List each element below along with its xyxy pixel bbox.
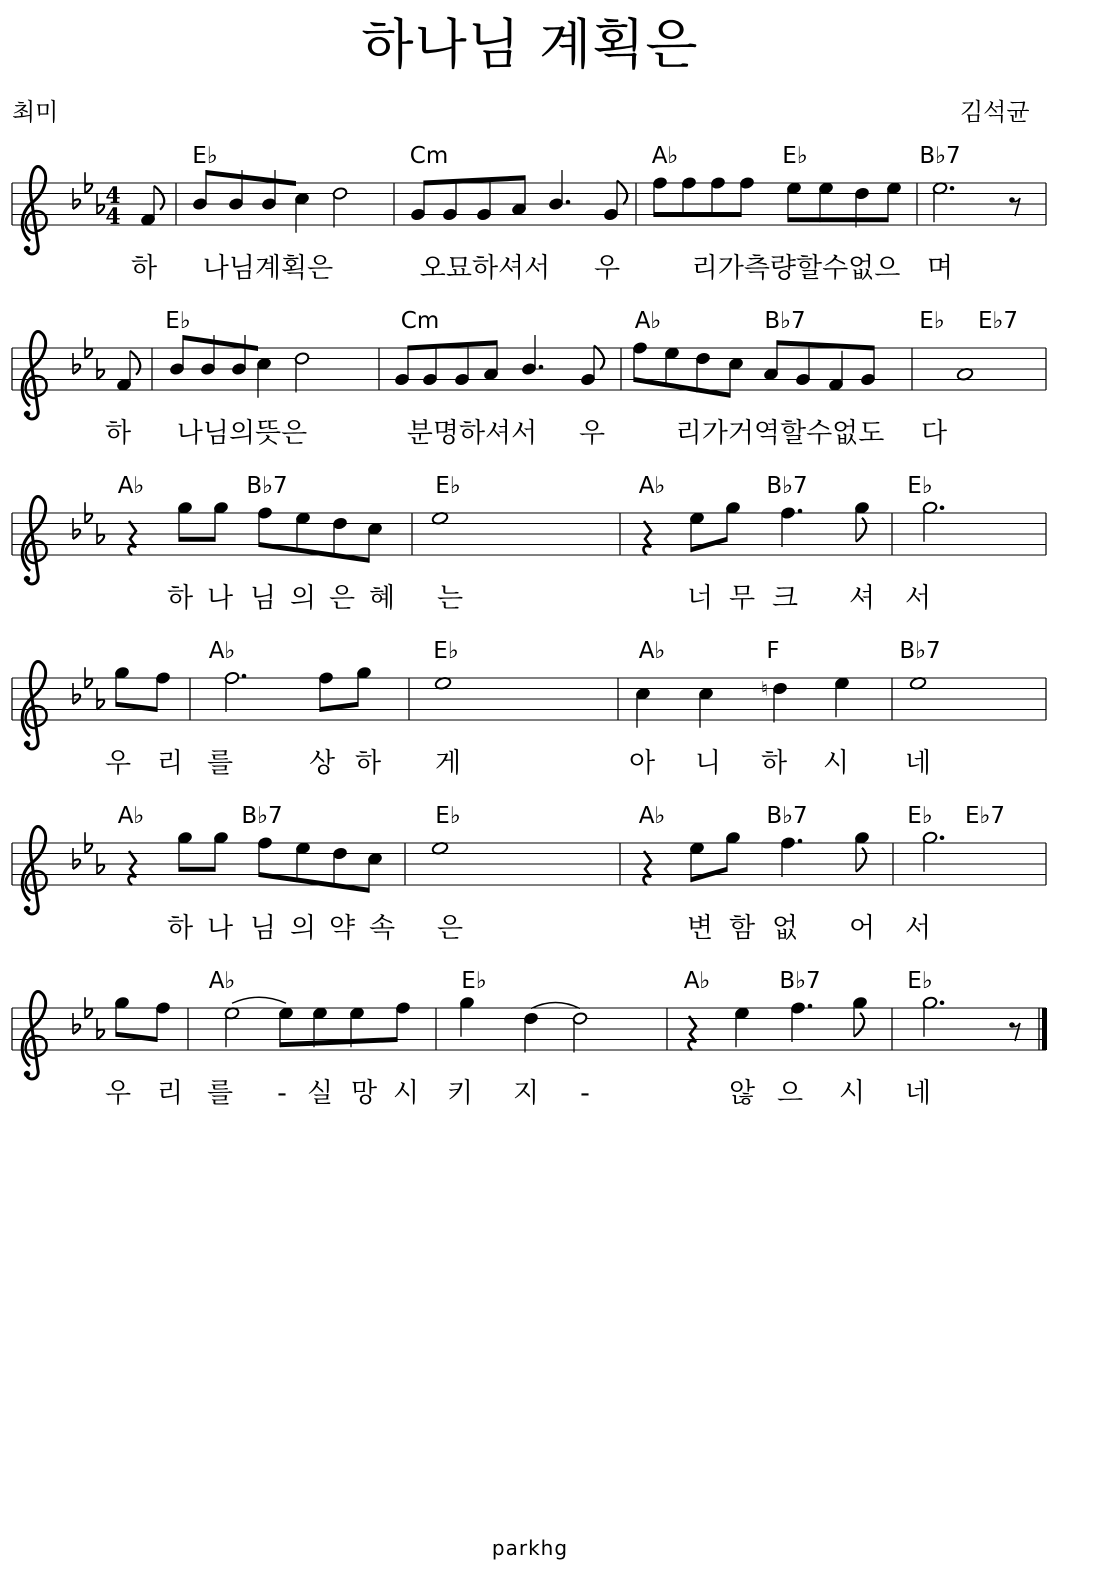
lyric-syllable: 상 <box>308 748 336 779</box>
note <box>256 357 271 398</box>
beam <box>179 537 215 542</box>
flat-sign <box>73 683 80 704</box>
note <box>295 512 310 553</box>
note <box>572 1012 587 1053</box>
note <box>725 501 740 542</box>
eighth-rest <box>1012 198 1020 216</box>
lyric-syllable: 하 <box>354 748 382 779</box>
chord-symbol: E♭ <box>907 473 933 499</box>
chord-symbol: B♭7 <box>899 638 941 664</box>
lyric-syllable: 게 <box>434 748 462 779</box>
beam <box>634 377 730 398</box>
quarter-rest <box>129 851 136 885</box>
note <box>257 506 272 547</box>
eighth-flag <box>856 518 866 542</box>
lyric-syllable: 오묘하셔서 <box>419 253 551 284</box>
note <box>394 346 409 387</box>
note <box>580 346 595 387</box>
note <box>922 501 944 542</box>
note <box>728 357 743 398</box>
note <box>780 506 802 547</box>
lyric-syllable: 으 <box>776 1078 804 1109</box>
note <box>395 1001 410 1042</box>
lyric-syllable: 분명하셔서 <box>406 418 538 449</box>
note <box>603 181 618 222</box>
note <box>548 170 570 211</box>
lyric-syllable: 함 <box>728 913 756 944</box>
note <box>511 175 526 216</box>
lyric-syllable: 님 <box>249 913 277 944</box>
chord-symbol: A♭ <box>208 968 236 994</box>
natural-sign: ♮ <box>761 676 769 701</box>
note <box>476 181 491 222</box>
chord-symbol: E♭ <box>782 143 808 169</box>
chord-symbol: B♭7 <box>246 473 288 499</box>
staff-system <box>12 308 1046 449</box>
beam <box>777 340 874 350</box>
lyric-syllable: 우 <box>593 253 621 284</box>
lyric-syllable: 하 <box>760 748 788 779</box>
note <box>786 182 801 223</box>
treble-clef <box>22 826 46 913</box>
note <box>483 340 498 381</box>
quarter-rest <box>644 851 651 885</box>
chord-symbol: E♭ <box>435 473 461 499</box>
chord-symbol: B♭7 <box>764 308 806 334</box>
chord-symbol: E♭ <box>435 803 461 829</box>
note <box>523 1012 538 1053</box>
note <box>257 836 272 877</box>
augmentation-dot <box>798 509 803 514</box>
augmentation-dot <box>940 835 945 840</box>
chord-symbol: A♭ <box>638 638 666 664</box>
augmentation-dot <box>950 186 955 191</box>
note <box>734 1007 749 1048</box>
lyric-syllable: 은 <box>328 583 356 614</box>
beam <box>116 1032 157 1042</box>
augmentation-dot <box>566 200 571 205</box>
beam <box>259 542 369 563</box>
note <box>332 847 347 888</box>
lyric-syllable: 리 <box>156 1078 184 1109</box>
note <box>442 181 457 222</box>
chord-symbol: E♭ <box>165 308 191 334</box>
beam <box>116 702 157 712</box>
eighth-flag <box>130 351 140 375</box>
flat-sign <box>73 518 80 539</box>
chord-symbol: B♭7 <box>919 143 961 169</box>
chord-symbol: F <box>766 638 780 664</box>
lyric-syllable: 리가측량할수없으 <box>691 253 901 284</box>
footer-credit: parkhg <box>491 1536 569 1560</box>
quarter-rest <box>129 521 136 555</box>
lyric-syllable: 님 <box>249 583 277 614</box>
beam <box>280 1037 397 1047</box>
note <box>681 176 696 217</box>
beam <box>408 340 497 350</box>
note <box>356 666 371 707</box>
chord-symbol: B♭7 <box>766 473 808 499</box>
note <box>635 687 650 728</box>
note <box>114 996 129 1037</box>
lyric-syllable: 는 <box>436 583 464 614</box>
lyric-syllable: 변 <box>686 913 714 944</box>
staff-system <box>12 143 1046 284</box>
note <box>224 1007 239 1048</box>
chord-symbol: B♭7 <box>779 968 821 994</box>
lyric-syllable: 리 <box>156 748 184 779</box>
augmentation-dot <box>798 839 803 844</box>
chord-symbol: E♭ <box>907 803 933 829</box>
lyric-syllable: 우 <box>104 1078 132 1109</box>
chord-symbol: Cm <box>409 143 449 169</box>
note <box>922 996 944 1037</box>
augmentation-dot <box>940 1000 945 1005</box>
lyric-syllable: 며 <box>926 253 954 284</box>
note <box>177 501 192 542</box>
note <box>652 176 667 217</box>
quarter-rest <box>644 521 651 555</box>
chord-symbol: E♭ <box>461 968 487 994</box>
note <box>710 176 725 217</box>
note <box>295 842 310 883</box>
note <box>332 187 347 228</box>
note <box>886 182 901 223</box>
note <box>780 836 802 877</box>
note <box>698 687 713 728</box>
flat-sign <box>73 848 80 869</box>
note <box>454 346 469 387</box>
treble-clef <box>22 166 46 253</box>
beam <box>179 867 215 872</box>
augmentation-dot <box>808 1004 813 1009</box>
lyric-syllable: 나 <box>206 913 234 944</box>
note <box>664 347 679 388</box>
note <box>367 522 382 563</box>
lyric-syllable: 실 <box>306 1078 334 1109</box>
note <box>632 341 647 382</box>
lyric-syllable: 지 <box>512 1078 540 1109</box>
lyric-syllable: 를 <box>206 1078 234 1109</box>
note <box>224 671 246 712</box>
lyric-syllable: 우 <box>104 748 132 779</box>
chord-symbol: E♭7 <box>964 803 1006 829</box>
augmentation-dot <box>242 674 247 679</box>
eighth-flag <box>856 848 866 872</box>
lyric-syllable: 네 <box>904 1078 932 1109</box>
note <box>140 186 155 227</box>
note <box>763 340 778 381</box>
note <box>155 671 170 712</box>
note <box>828 351 843 392</box>
note <box>410 181 425 222</box>
treble-clef <box>22 991 46 1078</box>
lyric-syllable: 시 <box>822 748 850 779</box>
note <box>213 831 228 872</box>
note <box>695 352 710 393</box>
lyric-syllable: 우 <box>578 418 606 449</box>
beam <box>183 335 258 351</box>
chord-symbol: E♭ <box>919 308 945 334</box>
note <box>114 666 129 707</box>
note <box>192 170 207 211</box>
song-title: 하나님 계획은 <box>361 13 699 76</box>
staff-system <box>12 473 1046 614</box>
lyric-syllable: 아 <box>628 748 656 779</box>
note <box>459 996 474 1037</box>
note <box>367 852 382 893</box>
final-barline-thick <box>1042 1008 1047 1050</box>
chord-symbol: B♭7 <box>241 803 283 829</box>
lyric-syllable: 니 <box>694 748 722 779</box>
chord-symbol: E♭ <box>433 638 459 664</box>
lyric-syllable: 속 <box>368 913 396 944</box>
lyric-syllable: 나님의뜻은 <box>176 418 308 449</box>
note <box>725 831 740 872</box>
chord-symbol: E♭ <box>192 143 218 169</box>
svg-text:4: 4 <box>105 183 121 209</box>
note <box>922 831 944 872</box>
tie <box>232 997 286 1003</box>
lyric-syllable: 서 <box>904 583 932 614</box>
treble-clef <box>22 661 46 748</box>
note <box>739 176 754 217</box>
lyric-syllable: 의 <box>289 913 317 944</box>
lyric-syllable: 하 <box>104 418 132 449</box>
chord-symbol: E♭7 <box>977 308 1019 334</box>
beam <box>259 872 369 893</box>
lyric-syllable: 키 <box>446 1078 474 1109</box>
lyric-syllable: 않 <box>728 1078 756 1109</box>
augmentation-dot <box>940 505 945 510</box>
chord-symbol: A♭ <box>208 638 236 664</box>
note <box>169 335 184 376</box>
eighth-flag <box>594 346 604 370</box>
lyric-syllable: 다 <box>920 418 948 449</box>
chord-symbol: E♭ <box>907 968 933 994</box>
lyric-syllable: 하 <box>166 583 194 614</box>
chord-symbol: B♭7 <box>766 803 808 829</box>
lyric-syllable: 나 <box>206 583 234 614</box>
lyric-syllable: 무 <box>728 583 756 614</box>
chord-symbol: A♭ <box>683 968 711 994</box>
beam <box>320 702 358 712</box>
chord-symbol: A♭ <box>651 143 679 169</box>
flat-sign <box>73 188 80 209</box>
chord-symbol: A♭ <box>117 803 145 829</box>
flat-sign <box>73 353 80 374</box>
staff-system <box>12 968 1047 1109</box>
chord-symbol: A♭ <box>117 473 145 499</box>
lyricist-credit: 최미 <box>12 98 59 126</box>
quarter-rest <box>689 1016 696 1050</box>
eighth-flag <box>854 1013 864 1037</box>
lyric-syllable: 없 <box>771 913 799 944</box>
note <box>155 1001 170 1042</box>
lyric-syllable: 하 <box>166 913 194 944</box>
note <box>422 346 437 387</box>
lyric-syllable: 어 <box>848 913 876 944</box>
lyric-syllable: 리가거역할수없도 <box>675 418 885 449</box>
lyric-syllable: 은 <box>436 913 464 944</box>
chord-symbol: Cm <box>400 308 440 334</box>
lyric-syllable: - <box>580 1078 590 1109</box>
beam <box>788 217 888 222</box>
note <box>294 192 309 233</box>
staff-system <box>12 803 1046 944</box>
composer-credit: 김석균 <box>960 98 1030 126</box>
chord-symbol: A♭ <box>638 473 666 499</box>
eighth-flag <box>154 186 164 210</box>
svg-text:4: 4 <box>105 204 121 230</box>
eighth-flag <box>617 181 627 205</box>
lyric-syllable: 셔 <box>848 583 876 614</box>
lyric-syllable: 망 <box>350 1078 378 1109</box>
note <box>795 346 810 387</box>
note <box>790 1001 812 1042</box>
note <box>231 335 246 376</box>
lyric-syllable: 약 <box>328 913 356 944</box>
chord-symbol: A♭ <box>634 308 662 334</box>
lyric-syllable: 의 <box>289 583 317 614</box>
beam <box>424 175 525 185</box>
beam <box>206 170 296 186</box>
lyric-syllable: 서 <box>904 913 932 944</box>
lyric-syllable: 너 <box>686 583 714 614</box>
flat-sign <box>73 1013 80 1034</box>
note <box>332 517 347 558</box>
lyric-syllable: 시 <box>838 1078 866 1109</box>
eighth-rest <box>1012 1023 1020 1041</box>
lyric-syllable: 시 <box>392 1078 420 1109</box>
note <box>818 182 833 223</box>
note <box>932 182 954 223</box>
note <box>213 501 228 542</box>
note <box>177 831 192 872</box>
note <box>278 1007 293 1048</box>
lyric-syllable: 를 <box>206 748 234 779</box>
chord-symbol: A♭ <box>638 803 666 829</box>
treble-clef <box>22 496 46 583</box>
lyric-syllable: 하 <box>130 253 158 284</box>
staff-system <box>12 638 1046 779</box>
beam <box>654 212 741 217</box>
note <box>261 170 276 211</box>
note <box>294 352 309 393</box>
lyric-syllable: 크 <box>771 583 799 614</box>
lyric-syllable: 나님계획은 <box>202 253 334 284</box>
lyric-syllable: 네 <box>904 748 932 779</box>
note <box>860 346 875 387</box>
lyric-syllable: 혜 <box>368 583 396 614</box>
note <box>834 677 849 718</box>
note <box>521 335 543 376</box>
time-signature <box>105 183 120 230</box>
treble-clef <box>22 331 46 418</box>
note <box>116 351 131 392</box>
augmentation-dot <box>539 365 544 370</box>
lyric-syllable: - <box>277 1078 287 1109</box>
